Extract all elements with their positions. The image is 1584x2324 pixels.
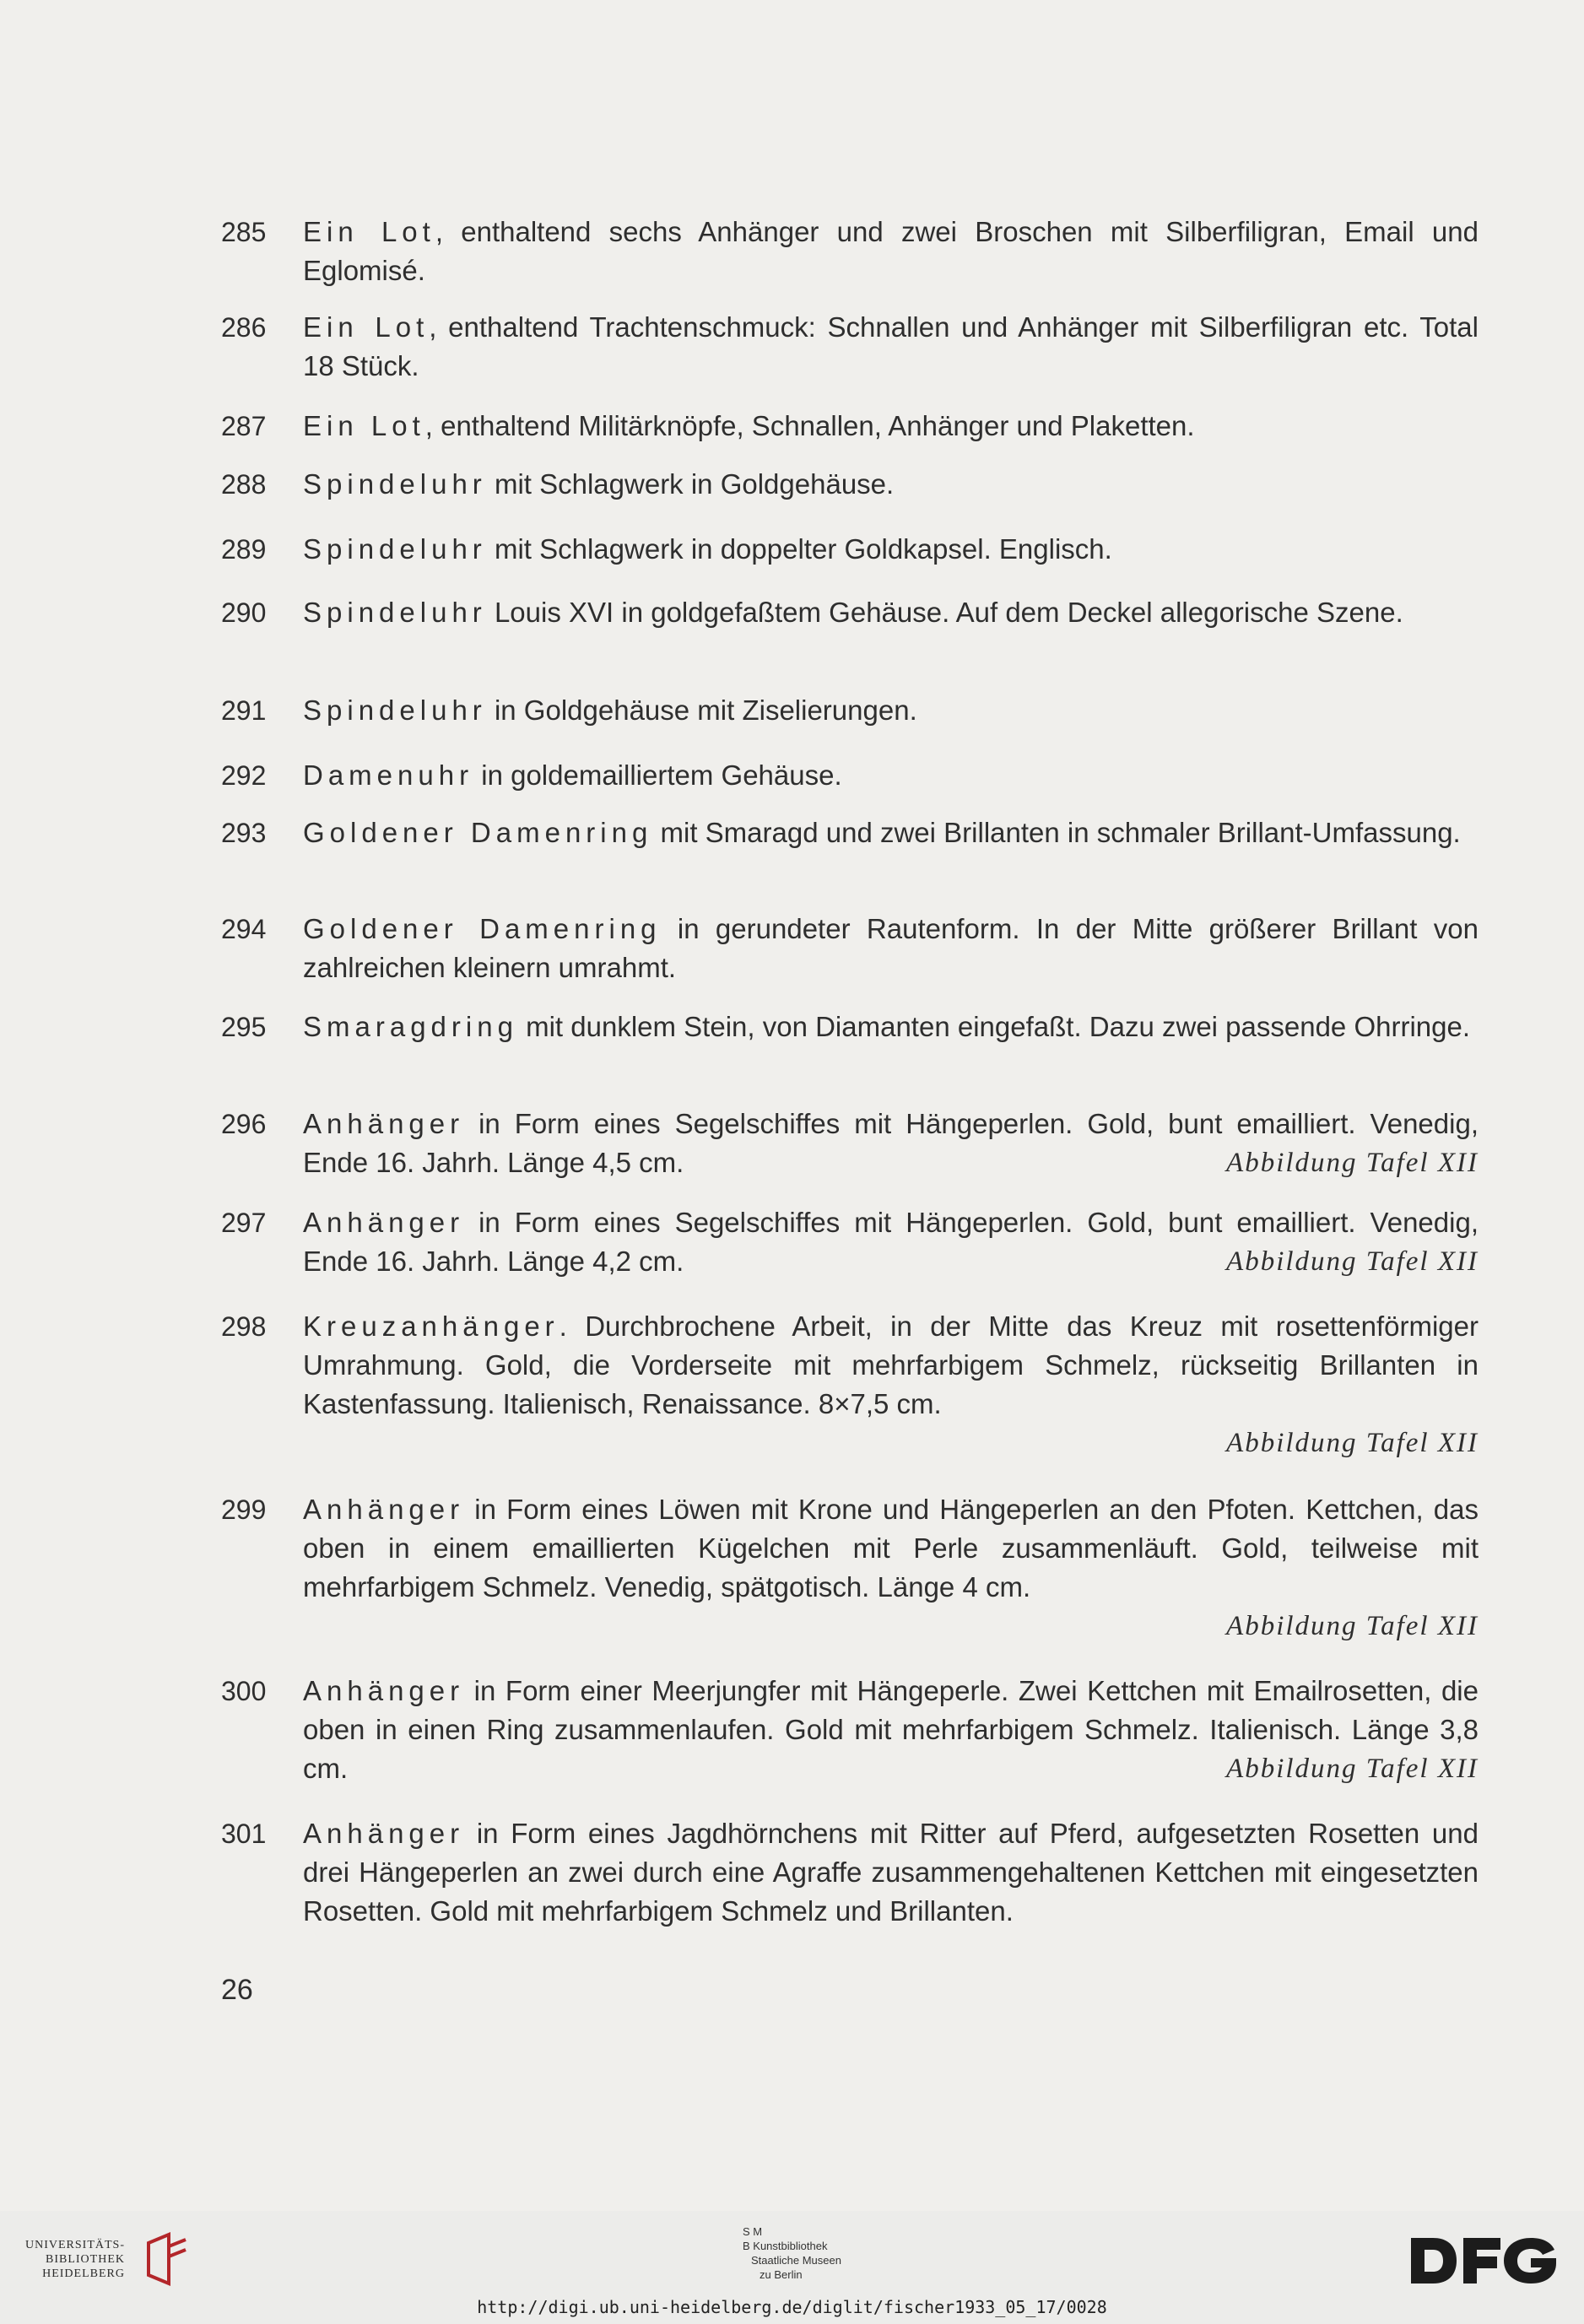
lot-description — [303, 308, 1479, 386]
lot-keyword: Spindeluhr — [303, 694, 487, 726]
lot-description — [303, 465, 1479, 504]
library-name-line: HEIDELBERG — [42, 2267, 125, 2280]
lot-keyword: Anhänger — [303, 1207, 465, 1238]
lot-description — [303, 407, 1479, 446]
lot-number: 291 — [221, 695, 267, 726]
lot-text: mit Smaragd und zwei Brillanten in schmaler Brillant-Umfassung. — [652, 817, 1461, 848]
lot-description — [303, 1008, 1479, 1046]
lot-keyword: Spindeluhr — [303, 597, 487, 628]
lot-number: 293 — [221, 818, 267, 848]
lot-keyword: Anhänger — [303, 1818, 465, 1849]
lot-keyword: Smaragdring — [303, 1011, 518, 1042]
museum-stamp — [743, 2224, 895, 2282]
lot-keyword: Goldener Damenring — [303, 817, 653, 848]
lot-number: 301 — [221, 1819, 267, 1849]
lot-description — [303, 691, 1479, 730]
lot-text: mit dunklem Stein, von Diamanten eingefaßt. Dazu zwei passende Ohrringe. — [517, 1011, 1471, 1042]
page-number: 26 — [221, 1974, 253, 2006]
lot-description — [303, 1490, 1479, 1646]
lot-text: in Form eines Löwen mit Krone und Hängeperlen an den Pfoten. Kettchen, das oben in einem emaillierten Kügelchen mit Perle zusammenläuft. Gold, teilweise mit mehrfarbigem Schmelz. Venedig, spätgotisch. Länge 4 cm. — [303, 1494, 1479, 1602]
lot-description — [303, 530, 1479, 569]
lot-description — [303, 1814, 1479, 1931]
lot-number: 285 — [221, 217, 267, 247]
lot-keyword: Kreuzanhänger — [303, 1311, 560, 1342]
lot-number: 289 — [221, 534, 267, 565]
lot-text: mit Schlagwerk in doppelter Goldkapsel. Englisch. — [486, 533, 1112, 565]
lot-keyword: Ein Lot — [303, 311, 430, 343]
lot-number: 287 — [221, 411, 267, 441]
lot-text: Louis XVI in goldgefaßtem Gehäuse. Auf dem Deckel allegorische Szene. — [486, 597, 1403, 628]
lot-text: , enthaltend Trachtenschmuck: Schnallen und Anhänger mit Silberfiligran etc. Total 18 Stück. — [303, 311, 1479, 381]
lot-keyword: Goldener Damenring — [303, 913, 662, 944]
lot-number: 292 — [221, 760, 267, 791]
lot-text: in goldemailliertem Gehäuse. — [473, 759, 842, 791]
stamp-line: zu Berlin — [760, 2268, 803, 2281]
lot-keyword: Anhänger — [303, 1494, 465, 1525]
lot-text: . Durchbrochene Arbeit, in der Mitte das Kreuz mit rosettenförmiger Umrahmung. Gold, die Vorderseite mit mehrfarbigem Schmelz, rückseitig Brillanten in Kastenfassung. Italienisch, Renaissance. 8×7,5 cm. — [303, 1311, 1479, 1419]
lot-text: in Form eines Segelschiffes mit Hängeperlen. Gold, bunt emailliert. Venedig, Ende 16. Jahrh. Länge 4,2 cm. — [303, 1207, 1479, 1277]
stamp-line: B Kunstbibliothek — [743, 2240, 828, 2252]
lot-text: in Form einer Meerjungfer mit Hängeperle. Zwei Kettchen mit Emailrosetten, die oben in einen Ring zusammenlaufen. Gold mit mehrfarbigem Schmelz. Italienisch. Länge 3,8 cm. — [303, 1675, 1479, 1784]
page-url[interactable]: http://digi.ub.uni-heidelberg.de/diglit/fischer1933_05_17/0028 — [477, 2297, 1107, 2317]
library-logo-icon[interactable] — [143, 2231, 194, 2290]
lot-number: 286 — [221, 312, 267, 343]
lot-description — [303, 1105, 1479, 1182]
library-name-line: BIBLIOTHEK — [46, 2253, 125, 2266]
library-logo-text — [25, 2238, 125, 2281]
lot-keyword: Anhänger — [303, 1675, 465, 1706]
plate-reference: Abbildung Tafel XII — [1226, 1148, 1479, 1178]
lot-description — [303, 593, 1479, 632]
stamp-line: Staatliche Museen — [751, 2254, 841, 2267]
plate-reference: Abbildung Tafel XII — [1226, 1246, 1479, 1277]
lot-number: 300 — [221, 1676, 267, 1706]
lot-description — [303, 1203, 1479, 1281]
lot-number: 297 — [221, 1208, 267, 1238]
stamp-line: S M — [743, 2225, 763, 2238]
lot-text: in Form eines Segelschiffes mit Hängeperlen. Gold, bunt emailliert. Venedig, Ende 16. Jahrh. Länge 4,5 cm. — [303, 1108, 1479, 1178]
lot-text: in gerundeter Rautenform. In der Mitte größerer Brillant von zahlreichen kleinern umrahmt. — [303, 913, 1479, 983]
lot-number: 288 — [221, 469, 267, 500]
plate-reference: Abbildung Tafel XII — [1226, 1428, 1479, 1458]
lot-number: 296 — [221, 1109, 267, 1139]
library-name-line: UNIVERSITÄTS- — [25, 2239, 125, 2251]
lot-number: 290 — [221, 597, 267, 628]
lot-keyword: Spindeluhr — [303, 468, 487, 500]
lot-description — [303, 213, 1479, 290]
lot-number: 299 — [221, 1494, 267, 1525]
lot-text: mit Schlagwerk in Goldgehäuse. — [486, 468, 895, 500]
lot-description — [303, 813, 1479, 852]
dfg-logo[interactable] — [1408, 2235, 1560, 2287]
lot-description — [303, 910, 1479, 987]
lot-keyword: Ein Lot — [303, 216, 435, 247]
lot-description — [303, 756, 1479, 795]
lot-keyword: Anhänger — [303, 1108, 465, 1139]
lot-keyword: Ein Lot — [303, 410, 425, 441]
plate-reference: Abbildung Tafel XII — [1226, 1754, 1479, 1784]
plate-reference: Abbildung Tafel XII — [1226, 1611, 1479, 1641]
lot-text: , enthaltend Militärknöpfe, Schnallen, Anhänger und Plaketten. — [424, 410, 1195, 441]
lot-keyword: Damenuhr — [303, 759, 474, 791]
lot-text: in Goldgehäuse mit Ziselierungen. — [486, 694, 917, 726]
lot-number: 298 — [221, 1311, 267, 1342]
lot-number: 295 — [221, 1012, 267, 1042]
lot-keyword: Spindeluhr — [303, 533, 487, 565]
lot-description — [303, 1307, 1479, 1462]
lot-text: , enthaltend sechs Anhänger und zwei Broschen mit Silberfiligran, Email und Eglomisé. — [303, 216, 1479, 286]
lot-number: 294 — [221, 914, 267, 944]
lot-text: in Form eines Jagdhörnchens mit Ritter auf Pferd, aufgesetzten Rosetten und drei Hängeperlen an zwei durch eine Agraffe zusammengehaltenen Kettchen mit eingesetzten Rosetten. Gold mit mehrfarbigem Schmelz und Brillanten. — [303, 1818, 1479, 1927]
lot-description — [303, 1672, 1479, 1788]
